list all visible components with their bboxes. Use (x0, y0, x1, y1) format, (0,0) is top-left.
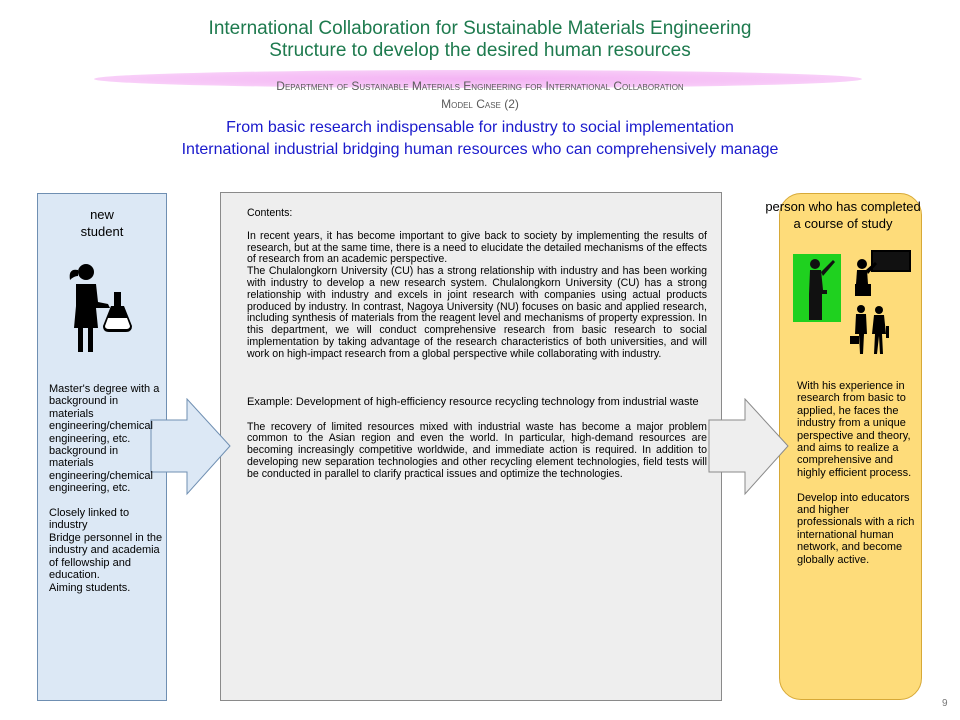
new-student-heading: new student (80, 207, 124, 239)
title-line-2: Structure to develop the desired human resources (269, 40, 691, 61)
student-with-flask-icon (66, 262, 136, 354)
graduate-description: With his experience in research from basic to applied, he faces the industry from a unique perspective and theory, and aims to realize a comprehensive and highly efficient process. Develop into educators and higher professionals with a rich international human network, and become globally active. (797, 380, 915, 566)
contents-paragraph-1: In recent years, it has become important to give back to society by implementing the results of research, but at the same time, there is a need to elucidate the detailed mechanisms of the effects of research from an academic perspective. The Chulalongkorn University (CU) has a strong relationship with industry and has been working with industry to develop a new research system. Chulalongkorn University (CU) has a strong relationship with industry and excels in joint research with companies using actual products produced by industry. In contrast, Nagoya University (NU) focuses on basic and applied research, including synthesis of materials from the reagent level and mechanisms of property expression. In this department, we will conduct comprehensive research from basic research to social implementation by taking advantage of the research characteristics of both universities, and will work on high-impact research from a global perspective while collaborating with industry. (247, 229, 707, 360)
right-arrow-icon (708, 398, 790, 496)
new-student-description: Master's degree with a background in materials engineering/chemical engineering, etc. background in materials engineering/chemical engineering, etc. Closely linked to industry Bridge personnel in the industry and academia of fellowship and education. Aiming students. (49, 383, 163, 594)
teacher-at-board-icon (855, 248, 911, 296)
graduate-heading: person who has completed a course of study (765, 199, 921, 231)
title-line-1: International Collaboration for Sustainable Materials Engineering (208, 18, 752, 39)
contents-paragraph-2: The recovery of limited resources mixed with industrial waste has become a major problem common to the Asian region and even the world. In particular, high-demand resources are becoming increasingly competitive worldwide, and immediate action is required. In addition to developing new separation technologies and other recycling element technologies, field tests will be conducted in parallel to clarify practical issues and optimize the technologies. (247, 420, 707, 480)
presenter-green-icon (793, 254, 841, 322)
page-number: 9 (942, 698, 948, 709)
contents-label: Contents: (247, 207, 293, 219)
subtitle-line-1: From basic research indispensable for industry to social implementation (226, 119, 734, 136)
model-case-label: Model Case (2) (441, 97, 519, 111)
subtitle (0, 117, 960, 161)
subtitle-line-2: International industrial bridging human resources who can comprehensively manage (181, 141, 779, 158)
business-people-icon (849, 304, 895, 356)
contents-text (247, 208, 707, 481)
example-heading: Example: Development of high-efficiency resource recycling technology from industrial waste (247, 395, 699, 408)
page-title (0, 18, 960, 62)
department-name: Department of Sustainable Materials Engineering for International Collaboration (276, 79, 684, 93)
